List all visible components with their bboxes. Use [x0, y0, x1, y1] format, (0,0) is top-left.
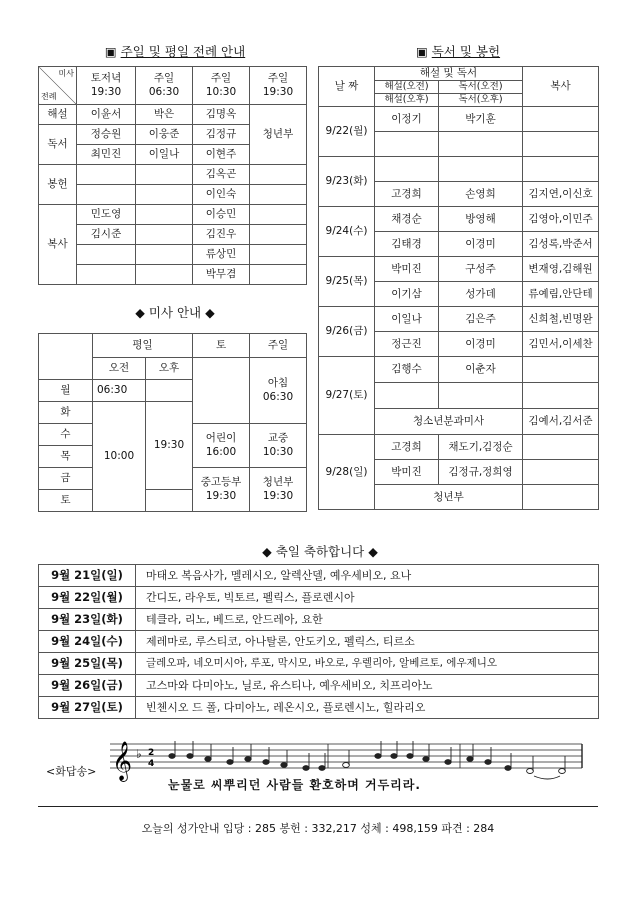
sat-youth: 중고등부 19:30 — [193, 468, 250, 512]
table-row: 9월 25일(목) 글레오파, 네오미시아, 루포, 막시모, 바오로, 우렐리아, 알베르토, 에우제니오 — [39, 653, 599, 675]
table-row: 9월 27일(토) 빈첸시오 드 폴, 다미아노, 레온시오, 플로렌시노, 힐라리오 — [39, 697, 599, 719]
diamond-icon: ◆ — [368, 544, 378, 559]
liturgy-table — [38, 66, 307, 285]
time-signature-top: 2 — [148, 748, 155, 758]
table-row: 복사 민도영 이승민 — [39, 205, 307, 225]
hymn-label: <화답송> — [46, 765, 97, 778]
table-row: 9월 24일(수) 제레마로, 루스티코, 아나탈론, 안도키오, 펠릭스, 티르소 — [39, 631, 599, 653]
col-header: 주일 06:30 — [136, 67, 193, 105]
table-row: 박무겸 — [39, 265, 307, 285]
col-header: 주일 19:30 — [250, 67, 307, 105]
footer-divider — [38, 806, 598, 807]
hymn-lyrics: 눈물로 씨뿌리던 사람들 환호하며 거두리라. — [168, 778, 421, 792]
diamond-icon: ◆ — [135, 305, 145, 320]
sun-morning: 아침 06:30 — [250, 358, 307, 424]
treble-clef-icon: 𝄞 — [112, 741, 133, 781]
table-row: 해설 이윤서 박은 김명옥 청년부 — [39, 105, 307, 125]
feast-table — [38, 564, 599, 719]
table-row: 최민진 이일나 이현주 — [39, 145, 307, 165]
diamond-icon: ◆ — [262, 544, 272, 559]
sun-main: 교중 10:30 — [250, 424, 307, 468]
table-row: 류상민 — [39, 245, 307, 265]
weekly-title: ▣ 독서 및 봉헌 — [415, 44, 501, 59]
notes — [169, 741, 566, 779]
square-icon: ▣ — [415, 44, 428, 59]
table-row: 9월 22일(월) 간디도, 라우토, 빅토르, 펠릭스, 플로렌시아 — [39, 587, 599, 609]
diamond-icon: ◆ — [205, 305, 215, 320]
flat-icon: ♭ — [136, 747, 142, 761]
table-row: 9월 21일(일) 마태오 복음사가, 멜레시오, 알렉산델, 예우세비오, 요나 — [39, 565, 599, 587]
table-row: 김시준 김진우 — [39, 225, 307, 245]
mass-table: 평일 토 주일 오전 오후 아침 06:30 월 06:30 화 10:00 19:30 수 어린이 16:00 교중 10:30 목 금 중고등부 19:30 청년부 19:30 토 — [38, 333, 307, 512]
weekly-table: 날 짜 해설 및 독서 복사 해설(오전) 독서(오전) 해설(오후) 독서(오후) 9/22(월) 이정기 박기훈 9/23(화) 고경희 손영희 김지연,이신호 9/24(수) 채경순 방영해 김영아,이민주 김태경 이경미 김성록,박준서 9/25(목) 박미진 구성주 변재영,김해원 이기삼 성가데 류예림,안단테 9/26(금) 이일나 김은주 신희철,빈명완 정근진 이경미 김민서,이세찬 9/27(토) 김행수 이춘자 청소년분과미사 김예서,김서준 9/28(일) 고경희 채도기,김정순 박미진 김정규,정희영 청년부 — [318, 66, 599, 510]
sat-children: 어린이 16:00 — [193, 424, 250, 468]
corner-cell: 미사 전례 — [39, 67, 77, 105]
sun-young: 청년부 19:30 — [250, 468, 307, 512]
table-row: 이인숙 — [39, 185, 307, 205]
liturgy-title: ▣ 주일 및 평일 전례 안내 — [104, 44, 246, 59]
table-row: 9월 23일(화) 테클라, 리노, 베드로, 안드레아, 요한 — [39, 609, 599, 631]
table-row: 독서 정승원 이웅준 김정규 — [39, 125, 307, 145]
col-header: 주일 10:30 — [193, 67, 250, 105]
square-icon: ▣ — [104, 44, 117, 59]
table-row: 봉헌 김옥곤 — [39, 165, 307, 185]
table-row: 9월 26일(금) 고스마와 다미아노, 닐로, 유스티나, 예우세비오, 치프리아노 — [39, 675, 599, 697]
footer-text: 오늘의 성가안내 입당 : 285 봉헌 : 332,217 성체 : 498,159 파견 : 284 — [141, 822, 495, 835]
feast-title: ◆ 축일 축하합니다 ◆ — [262, 544, 378, 559]
mass-title: ◆ 미사 안내 ◆ — [135, 305, 215, 320]
col-header: 토저녁 19:30 — [77, 67, 136, 105]
time-signature-bottom: 4 — [148, 759, 155, 769]
sat-empty — [193, 358, 250, 424]
